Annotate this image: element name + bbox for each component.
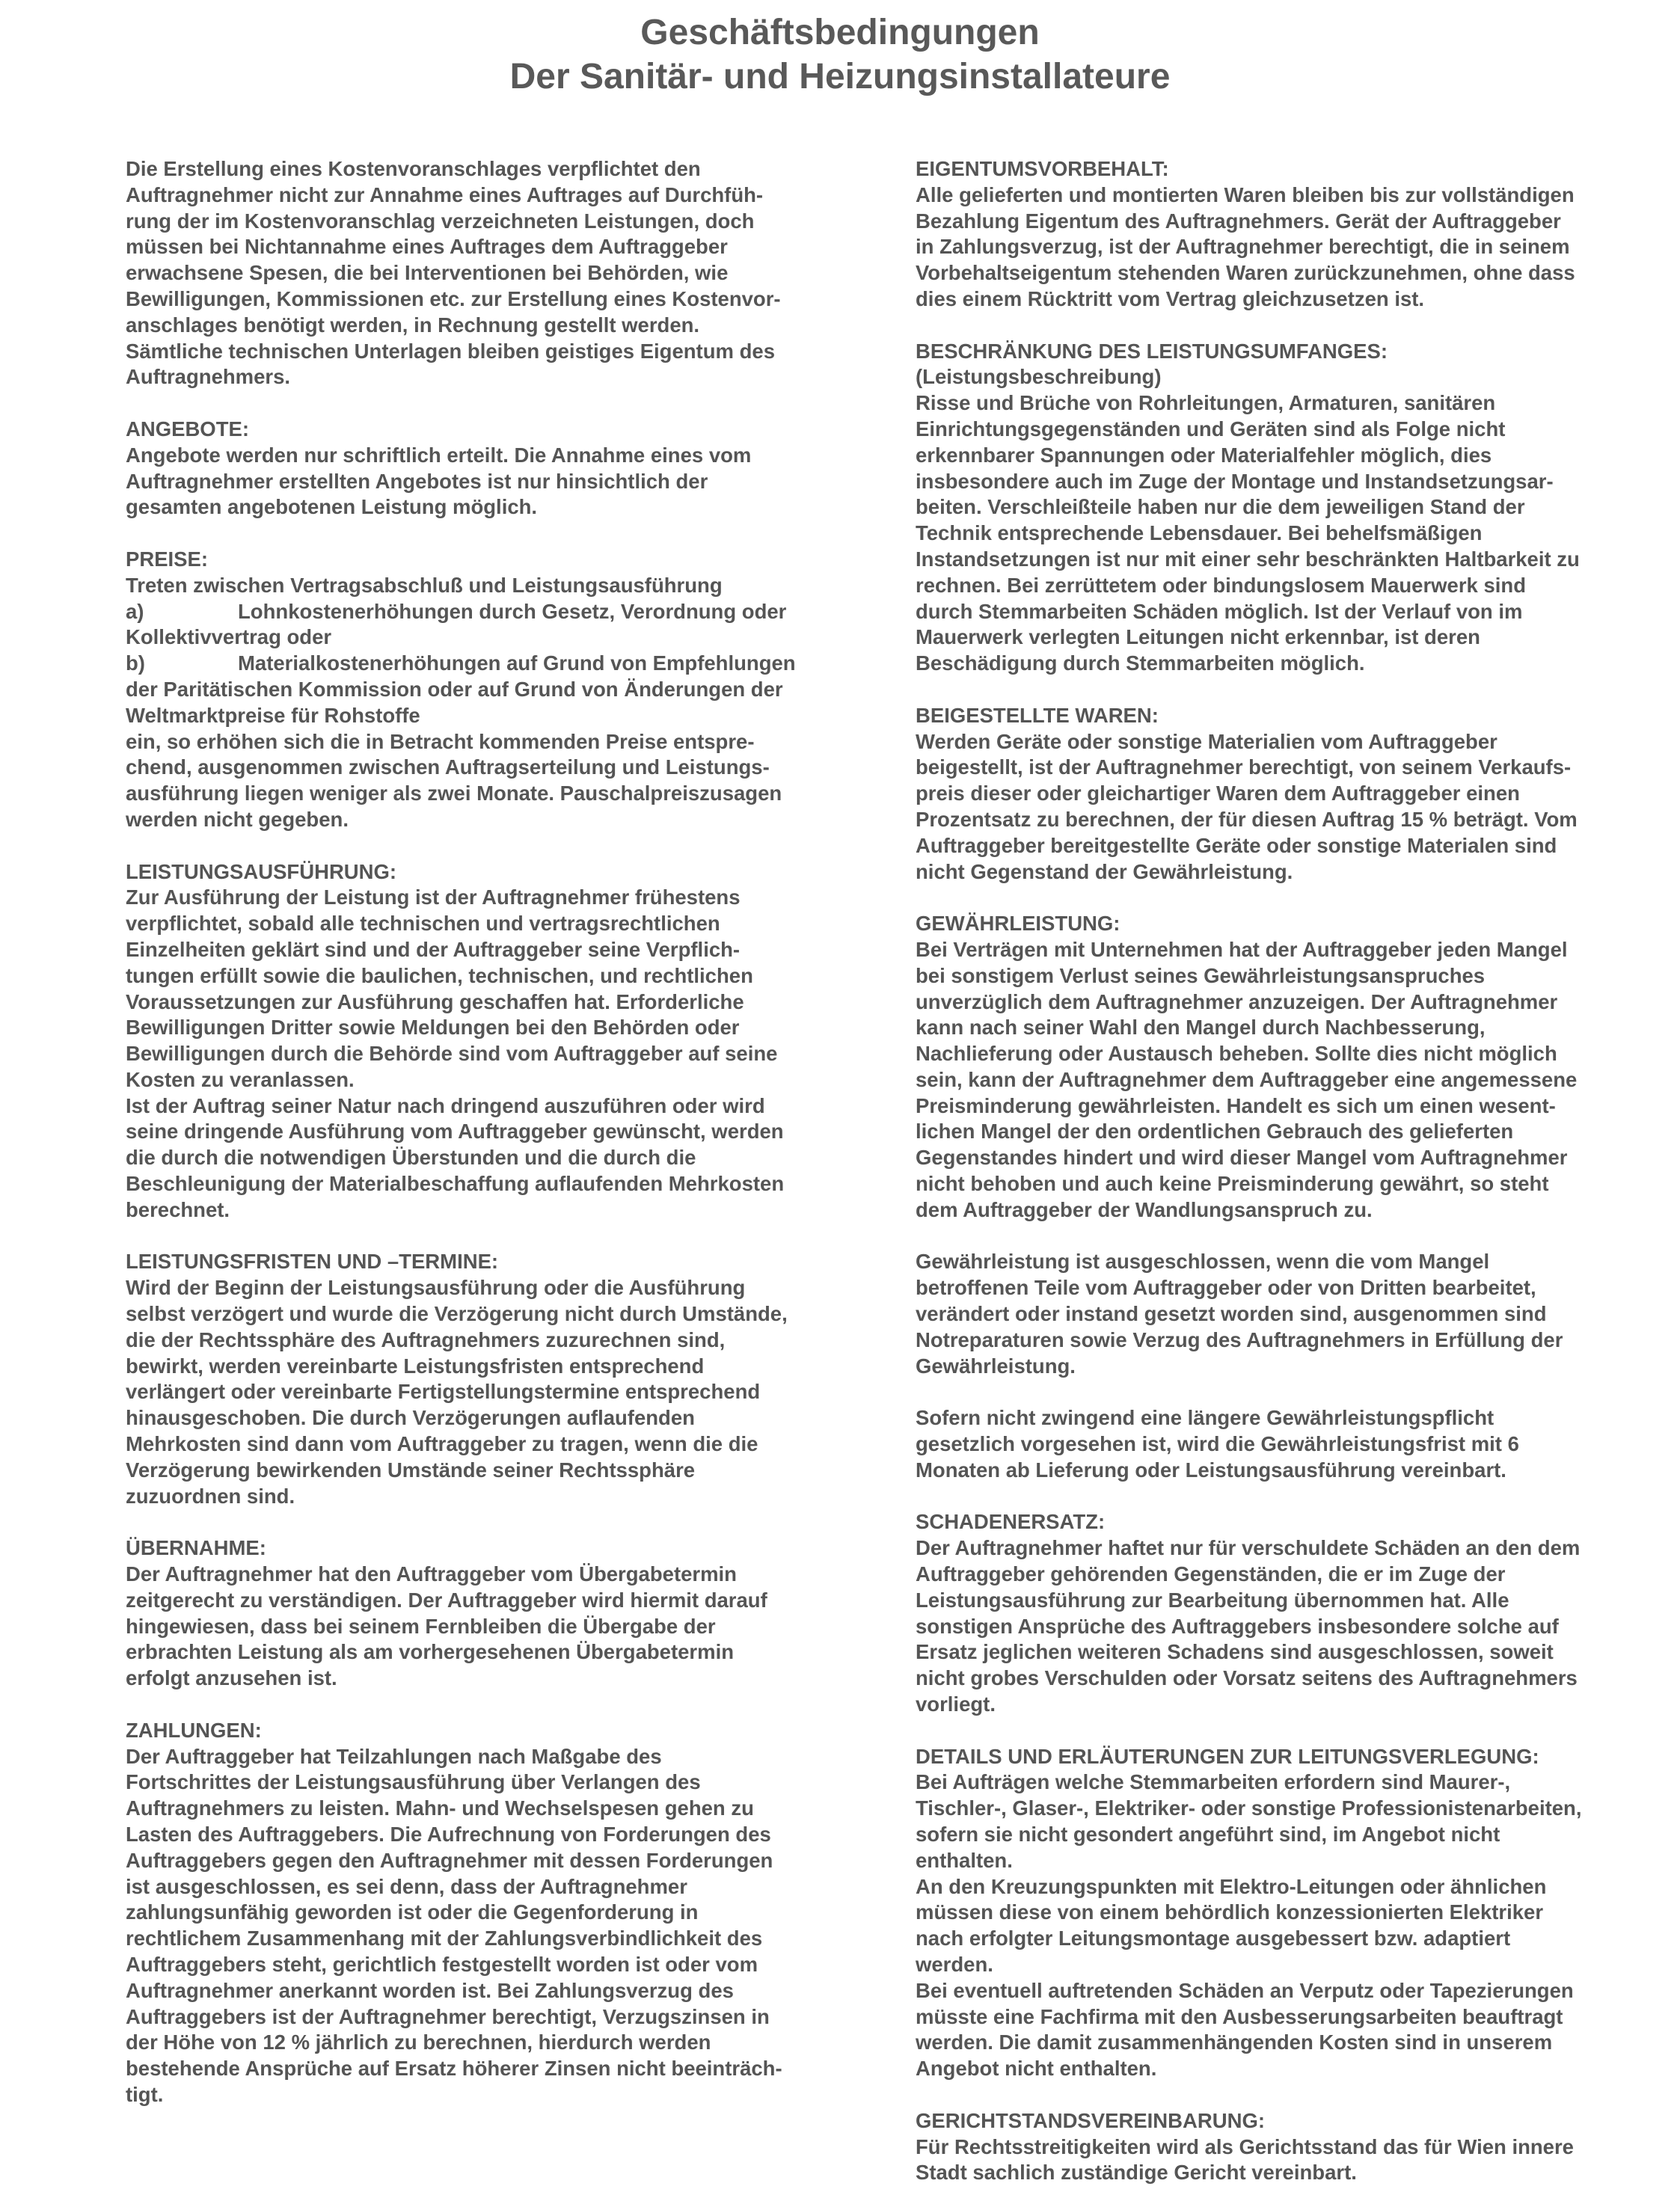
section-beigestellte-waren [916,703,1664,885]
section-gerichtsstand [916,2108,1664,2186]
section-uebernahme [126,1535,844,1692]
section-text: Gewährleistung ist ausgeschlossen, wenn die vom Mangel betroffenen Teile vom Auftraggeber oder von Dritten bearbeitet, verändert oder instand gesetzt worden sind, ausgenommen sind Notreparaturen sowie Verzug des Auftragnehmers in Erfüllung der Gewährleistung. [916,1250,1563,1378]
section-heading: BESCHRÄNKUNG DES LEISTUNGSUMFANGES: [916,339,1388,363]
section-zahlungen [126,1718,844,2108]
section-gewaehrleistung-ausschluss [916,1249,1664,1379]
section-text: Sofern nicht zwingend eine längere Gewährleistungspflicht gesetzlich vorgesehen ist, wird die Gewährleistungsfrist mit 6 Monaten ab Lieferung oder Leistungsausführung vereinbart. [916,1406,1519,1482]
section-details [916,1744,1664,2082]
section-schadenersatz [916,1509,1664,1717]
list-item-text: Lohnkostenerhöhungen durch Gesetz, Verordnung oder Kollektivvertrag oder [126,599,787,649]
section-text: Risse und Brüche von Rohrleitungen, Armaturen, sanitären Einrichtungsgegenständen und Geräten sind als Folge nicht erkennbarer Spannungen oder Materialfehler möglich, dies insbesondere auch im Zuge der Montage und Instandsetzungsar- beiten. Verschleißteile haben nur die dem jeweiligen Stand der Technik entsprechende Lebensdauer. Bei behelfsmäßigen Instandsetzungen ist nur mit einer sehr beschränkten Haltbarkeit zu rechnen. Bei zerrüttetem oder bindungslosem Mauerwerk sind durch Stemmarbeiten Schäden möglich. Ist der Verlauf von im Mauerwerk verlegten Leitungen nicht erkennbar, ist deren Beschädigung durch Stemmarbeiten möglich. [916,391,1580,675]
section-leistungsfristen [126,1249,844,1509]
section-heading: DETAILS UND ERLÄUTERUNGEN ZUR LEITUNGSVERLEGUNG: [916,1744,1539,1768]
section-subheading: (Leistungsbeschreibung) [916,365,1162,389]
section-heading: GEWÄHRLEISTUNG: [916,912,1120,936]
left-column [126,156,844,2108]
section-heading: GERICHTSTANDSVEREINBARUNG: [916,2108,1266,2132]
section-text: ein, so erhöhen sich die in Betracht kommenden Preise entspre- chend, ausgenommen zwischen Auftragserteilung und Leistungs- ausführung liegen weniger als zwei Monate. Pauschalpreiszusagen werden nicht gegeben. [126,729,782,831]
section-text: Bei Aufträgen welche Stemmarbeiten erfordern sind Maurer-, Tischler-, Glaser-, Elektriker- oder sonstige Professionistenarbeiten, sofern sie nicht gesondert angeführt sind, im Angebot nicht enthalten. An den Kreuzungspunkten mit Elektro-Leitungen oder ähnlichen müssen diese von einem behördlich konzessionierten Elektriker nach erfolgter Leitungsmontage ausgebessert bzw. adaptiert werden. Bei eventuell auftretenden Schäden an Verputz oder Tapezierungen müsste eine Fachfirma mit den Ausbesserungsarbeiten beauftragt werden. Die damit zusammenhängenden Kosten sind in unserem Angebot nicht enthalten. [916,1770,1582,2081]
section-text: Alle gelieferten und montierten Waren bleiben bis zur vollständigen Bezahlung Eigentum des Auftragnehmers. Gerät der Auftraggeber in Zahlungsverzug, ist der Auftragnehmer berechtigt, die in seinem Vorbehaltseigentum stehenden Waren zurückzunehmen, ohne dass dies einem Rücktritt vom Vertrag gleichzusetzen ist. [916,182,1575,310]
list-marker: a) [126,599,144,623]
section-text: Der Auftragnehmer haftet nur für verschuldete Schäden an den dem Auftraggeber gehörenden Gegenständen, die er im Zuge der Leistungsausführung zur Bearbeitung übernommen hat. Alle sonstigen Ansprüche des Auftraggebers insbesondere solche auf Ersatz jeglichen weiteren Schadens sind ausgeschlossen, soweit nicht grobes Verschulden oder Vorsatz seitens des Auftragnehmers vorliegt. [916,1536,1581,1716]
section-heading: PREISE: [126,547,209,571]
section-eigentumsvorbehalt [916,156,1664,313]
section-heading: ZAHLUNGEN: [126,1718,262,1742]
document-header [0,10,1680,99]
section-text: Bei Verträgen mit Unternehmen hat der Auftraggeber jeden Mangel bei sonstigem Verlust seines Gewährleistungsanspruches unverzüglich dem Auftragnehmer anzuzeigen. Der Auftragnehmer kann nach seiner Wahl den Mangel durch Nachbesserung, Nachlieferung oder Austausch beheben. Sollte dies nicht möglich sein, kann der Auftragnehmer dem Auftraggeber eine angemessene Preisminderung gewährleisten. Handelt es sich um einen wesent- lichen Mangel der den ordentlichen Gebrauch des gelieferten Gegenstandes hindert und wird dieser Mangel vom Auftragnehmer nicht behoben und auch keine Preisminderung gewährt, so steht dem Auftraggeber der Wandlungsanspruch zu. [916,937,1578,1221]
section-heading: BEIGESTELLTE WAREN: [916,703,1159,727]
section-text: Der Auftragnehmer hat den Auftraggeber vom Übergabetermin zeitgerecht zu verständigen. Der Auftraggeber wird hiermit darauf hingewiesen, dass bei seinem Fernbleiben die Übergabe der erbrachten Leistung als am vorhergesehenen Übergabetermin erfolgt anzusehen ist. [126,1562,767,1690]
document-subtitle: Der Sanitär- und Heizungsinstallateure [509,57,1171,96]
section-gewaehrleistung [916,911,1664,1224]
list-marker: b) [126,651,145,675]
section-angebote [126,417,844,521]
section-text: Für Rechtsstreitigkeiten wird als Gerichtsstand das für Wien innere Stadt sachlich zuständige Gericht vereinbart. [916,2134,1574,2185]
section-gewaehrleistungsfrist [916,1405,1664,1483]
document-title: Geschäftsbedingungen [640,13,1040,52]
section-heading: LEISTUNGSAUSFÜHRUNG: [126,859,397,883]
section-heading: SCHADENERSATZ: [916,1510,1106,1534]
section-heading: EIGENTUMSVORBEHALT: [916,157,1169,180]
list-item-a [126,599,844,651]
section-text: Angebote werden nur schriftlich erteilt. Die Annahme eines vom Auftragnehmer erstellten Angebotes ist nur hinsichtlich der gesamten angebotenen Leistung möglich. [126,443,752,519]
list-item-b [126,651,844,728]
section-beschraenkung [916,339,1664,677]
intro-text: Die Erstellung eines Kostenvoranschlages verpflichtet den Auftragnehmer nicht zur Annahme eines Auftrages auf Durchfüh- rung der im Kostenvoranschlag verzeichneten Leistungen, doch müssen bei Nichtannahme eines Auftrages dem Auftraggeber erwachsene Spesen, die bei Interventionen bei Behörden, wie Bewilligungen, Kommissionen etc. zur Erstellung eines Kostenvor- anschlages benötigt werden, in Rechnung gestellt werden. Sämtliche technischen Unterlagen bleiben geistiges Eigentum des Auftragnehmers. [126,157,781,389]
section-text: Der Auftraggeber hat Teilzahlungen nach Maßgabe des Fortschrittes der Leistungsausführung über Verlangen des Auftragnehmers zu leisten. Mahn- und Wechselspesen gehen zu Lasten des Auftraggebers. Die Aufrechnung von Forderungen des Auftraggebers gegen den Auftragnehmer mit dessen Forderungen ist ausgeschlossen, es sei denn, dass der Auftragnehmer zahlungsunfähig geworden ist oder die Gegenforderung in rechtlichem Zusammenhang mit der Zahlungsverbindlichkeit des Auftraggebers steht, gerichtlich festgestellt worden ist oder vom Auftragnehmer anerkannt worden ist. Bei Zahlungsverzug des Auftraggebers ist der Auftragnehmer berechtigt, Verzugszinsen in der Höhe von 12 % jährlich zu berechnen, hierdurch werden bestehende Ansprüche auf Ersatz höherer Zinsen nicht beeinträch- tigt. [126,1744,782,2106]
section-text: Werden Geräte oder sonstige Materialien vom Auftraggeber beigestellt, ist der Auftragnehmer berechtigt, von seinem Verkaufs- preis dieser oder gleichartiger Waren dem Auftraggeber einen Prozentsatz zu berechnen, der für diesen Auftrag 15 % beträgt. Vom Auftraggeber bereitgestellte Geräte oder sonstige Materialen sind nicht Gegenstand der Gewährleistung. [916,729,1578,883]
section-preise [126,547,844,833]
section-heading: LEISTUNGSFRISTEN UND –TERMINE: [126,1250,499,1274]
section-heading: ÜBERNAHME: [126,1536,266,1560]
intro-section [126,156,844,390]
right-column [916,156,1664,2186]
section-heading: ANGEBOTE: [126,417,249,441]
list-item-text: Materialkostenerhöhungen auf Grund von Empfehlungen der Paritätischen Kommission oder auf Grund von Änderungen der Weltmarktpreise für Rohstoffe [126,651,796,727]
section-text: Treten zwischen Vertragsabschluß und Leistungsausführung [126,573,723,597]
section-text: Wird der Beginn der Leistungsausführung oder die Ausführung selbst verzögert und wurde die Verzögerung nicht durch Umstände, die der Rechtssphäre des Auftragnehmers zuzurechnen sind, bewirkt, werden vereinbarte Leistungsfristen entsprechend verlängert oder vereinbarte Fertigstellungstermine entsprechend hinausgeschoben. Die durch Verzögerungen auflaufenden Mehrkosten sind dann vom Auftraggeber zu tragen, wenn die die Verzögerung bewirkenden Umstände seiner Rechtssphäre zuzuordnen sind. [126,1276,788,1508]
section-leistungsausfuehrung [126,859,844,1224]
section-text: Zur Ausführung der Leistung ist der Auftragnehmer frühestens verpflichtet, sobald alle technischen und vertragsrechtlichen Einzelheiten geklärt sind und der Auftraggeber seine Verpflich- tungen erfüllt sowie die baulichen, technischen, und rechtlichen Voraussetzungen zur Ausführung geschaffen hat. Erforderliche Bewilligungen Dritter sowie Meldungen bei den Behörden oder Bewilligungen durch die Behörde sind vom Auftraggeber auf seine Kosten zu veranlassen. Ist der Auftrag seiner Natur nach dringend auszuführen oder wird seine dringende Ausführung vom Auftraggeber gewünscht, werden die durch die notwendigen Überstunden und die durch die Beschleunigung der Materialbeschaffung auflaufenden Mehrkosten berechnet. [126,885,785,1221]
